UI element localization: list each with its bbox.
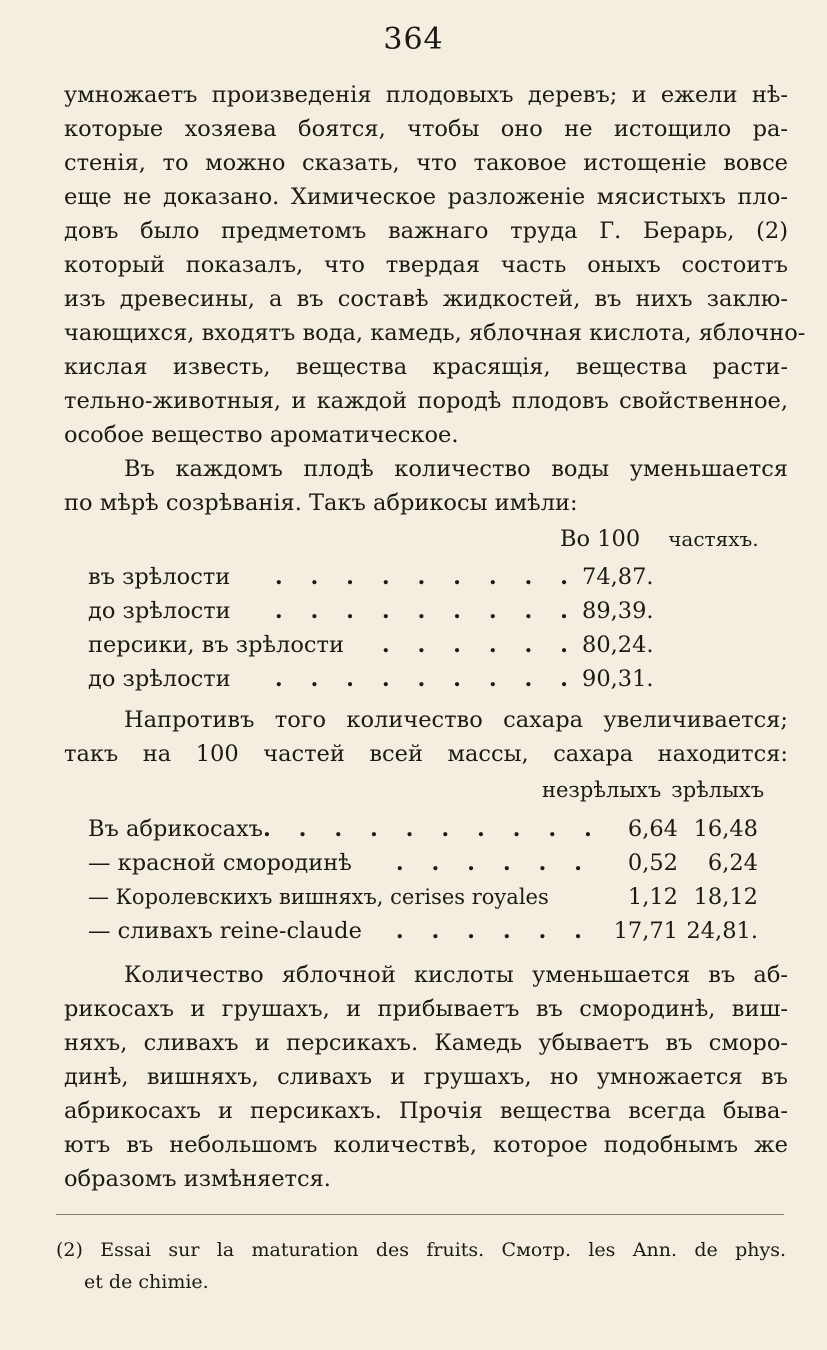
- paragraph-2: [64, 452, 788, 520]
- text-line: няхъ, сливахъ и персикахъ. Камедь убываетъ въ сморо-: [64, 1030, 788, 1056]
- text-line: тельно-животныя, и каждой породѣ плодовъ свойственное,: [64, 388, 788, 414]
- ripe-value: 24,81.: [686, 918, 758, 944]
- table-row: [88, 560, 672, 594]
- row-label: до зрѣлости: [88, 666, 231, 692]
- text-line: ютъ въ небольшомъ количествѣ, которое подобнымъ же: [64, 1132, 788, 1158]
- table-2-header: [542, 778, 764, 802]
- text-line: образомъ измѣняется.: [64, 1166, 331, 1192]
- unripe-value: 1,12: [627, 884, 678, 910]
- table-row: [88, 812, 758, 846]
- leader-dots: . . . . . . . . . .: [263, 816, 602, 842]
- leader-dots: . . . . . .: [381, 632, 578, 658]
- text-line: чающихся, входятъ вода, камедь, яблочная кислота, яблочно-: [64, 320, 806, 346]
- text-line: по мѣрѣ созрѣванія. Такъ абрикосы имѣли:: [64, 490, 578, 516]
- row-label: — Королевскихъ вишняхъ, cerises royales: [88, 885, 549, 909]
- row-label: до зрѣлости: [88, 598, 231, 624]
- unripe-value: 17,71: [613, 918, 678, 944]
- row-label: — сливахъ reine-claude: [88, 918, 362, 944]
- leader-dots: . . . . . . . . .: [274, 564, 578, 590]
- text-line: Напротивъ того количество сахара увеличивается;: [124, 707, 788, 733]
- table-row: [88, 880, 758, 914]
- column-header: незрѣлыхъ: [542, 778, 662, 802]
- text-line: изъ древесины, а въ составѣ жидкостей, въ нихъ заклю-: [64, 286, 788, 312]
- text-line: кислая известь, вещества красящія, вещества расти-: [64, 354, 788, 380]
- column-header: частяхъ.: [668, 527, 759, 551]
- text-line: умножаетъ произведенія плодовыхъ деревъ; и ежели нѣ-: [64, 82, 788, 108]
- row-value: 80,24.: [582, 632, 654, 658]
- text-line: такъ на 100 частей всей массы, сахара находится:: [64, 741, 788, 767]
- text-line: Количество яблочной кислоты уменьшается въ аб-: [124, 962, 788, 988]
- leader-dots: . . . . . .: [395, 918, 592, 944]
- column-header: зрѣлыхъ: [671, 778, 765, 802]
- row-value: 74,87.: [582, 564, 654, 590]
- text-line: еще не доказано. Химическое разложеніе мясистыхъ пло-: [64, 184, 788, 210]
- paragraph-1: [64, 78, 806, 452]
- ripe-value: 6,24: [707, 850, 758, 876]
- row-label: персики, въ зрѣлости: [88, 632, 344, 658]
- table-row: [88, 914, 758, 948]
- leader-dots: . . . . . .: [395, 850, 592, 876]
- footnote-line: (2) Essai sur la maturation des fruits. Смотр. les Ann. de phys.: [56, 1239, 786, 1261]
- row-label: Въ абрикосахъ: [88, 816, 263, 842]
- table-row: [88, 628, 672, 662]
- text-line: рикосахъ и грушахъ, и прибываетъ въ смородинѣ, виш-: [64, 996, 788, 1022]
- table-row: [88, 594, 672, 628]
- column-header: Во 100: [560, 526, 641, 552]
- table-row: [88, 846, 758, 880]
- text-line: которые хозяева боятся, чтобы оно не истощило ра-: [64, 116, 788, 142]
- text-line: абрикосахъ и персикахъ. Прочія вещества всегда быва-: [64, 1098, 788, 1124]
- unripe-value: 6,64: [627, 816, 678, 842]
- text-line: стенія, то можно сказать, что таковое истощеніе вовсе: [64, 150, 788, 176]
- text-line: довъ было предметомъ важнаго труда Г. Берарь, (2): [64, 218, 788, 244]
- water-content-table: [88, 560, 672, 696]
- footnote-line: et de chimie.: [84, 1271, 209, 1293]
- paragraph-3: [64, 703, 788, 771]
- table-row: [88, 662, 672, 696]
- row-label: — красной смородинѣ: [88, 850, 352, 876]
- unripe-value: 0,52: [627, 850, 678, 876]
- row-value: 90,31.: [582, 666, 654, 692]
- paragraph-4: [64, 958, 788, 1196]
- leader-dots: . . . . . . . . .: [274, 666, 578, 692]
- text-line: особое вещество ароматическое.: [64, 422, 459, 448]
- footnote-divider: [56, 1214, 784, 1215]
- page-number: 364: [383, 22, 444, 57]
- text-line: который показалъ, что твердая часть оныхъ состоитъ: [64, 252, 788, 278]
- ripe-value: 18,12: [693, 884, 758, 910]
- text-line: Въ каждомъ плодѣ количество воды уменьшается: [124, 456, 788, 482]
- table-1-header: [560, 526, 759, 552]
- text-line: динѣ, вишняхъ, сливахъ и грушахъ, но умножается въ: [64, 1064, 788, 1090]
- footnote: [56, 1234, 786, 1298]
- leader-dots: . . . . . . . . .: [274, 598, 578, 624]
- row-value: 89,39.: [582, 598, 654, 624]
- row-label: въ зрѣлости: [88, 564, 231, 590]
- sugar-content-table: [88, 812, 758, 948]
- ripe-value: 16,48: [693, 816, 758, 842]
